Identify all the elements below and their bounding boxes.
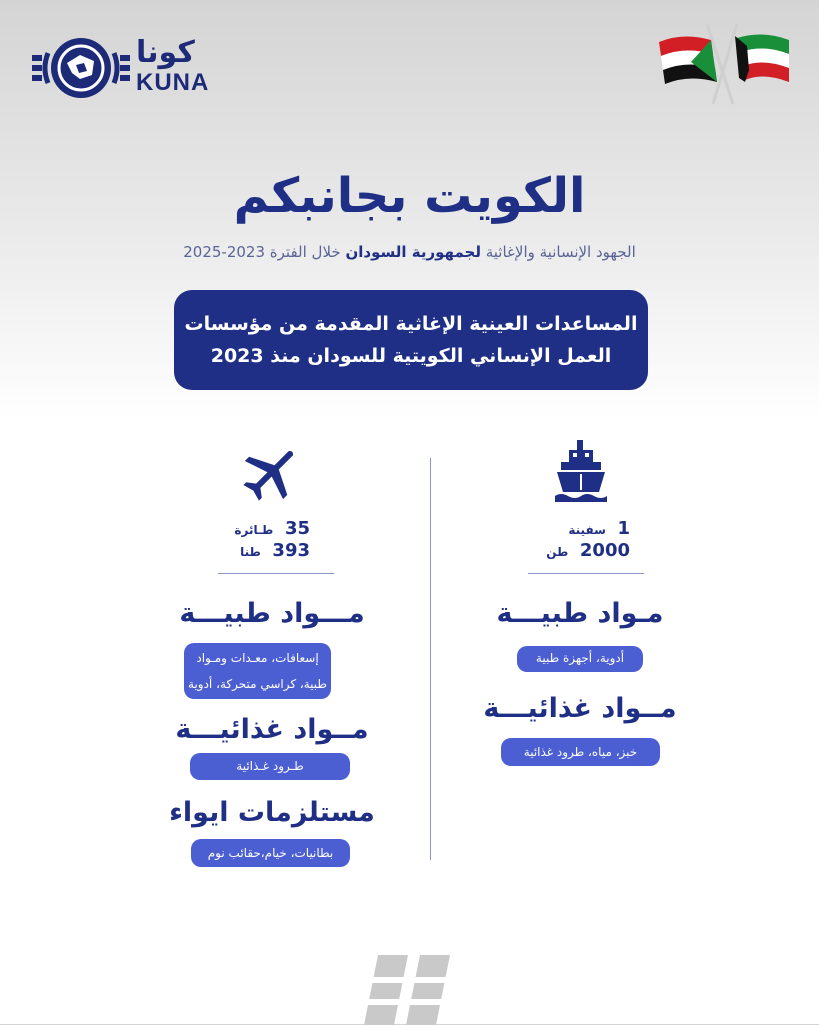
ship-medical-items-line: أدوية، أجهزة طبية — [535, 651, 625, 665]
plane-stat-separator — [218, 573, 334, 574]
ship-tonnage-value: 2000 — [579, 540, 630, 561]
banner-line-1: المساعدات العينية الإغاثية المقدمة من مؤسسات — [184, 313, 638, 335]
airplane-icon — [240, 443, 302, 503]
banner-line-2: العمل الإنساني الكويتية للسودان منذ 2023 — [210, 345, 612, 367]
sudan-kuwait-flags-icon — [655, 18, 795, 108]
ship-food-items — [501, 738, 660, 766]
page-subtitle — [0, 243, 819, 261]
ship-count-value: 1 — [617, 518, 630, 539]
plane-count-value: 35 — [284, 518, 310, 539]
ship-stat-tonnage — [530, 540, 630, 561]
ship-icon — [555, 440, 607, 502]
plane-tonnage-unit: طنا — [240, 545, 261, 559]
plane-category-food: مــواد غذائيـــة — [175, 714, 369, 745]
plane-stat-tonnage — [210, 540, 310, 561]
quote-mark-icon — [360, 955, 460, 1025]
column-divider — [430, 458, 431, 860]
subtitle-suffix: خلال الفترة 2023-2025 — [183, 243, 341, 261]
ship-food-items-line: خبز، مياه، طرود غذائية — [523, 745, 638, 759]
subtitle-prefix: الجهود الإنسانية والإغاثية — [485, 243, 636, 261]
ship-stat-count — [530, 518, 630, 539]
plane-category-shelter: مستلزمات ايواء — [169, 797, 375, 828]
plane-shelter-items — [191, 839, 350, 867]
kuna-emblem-icon — [32, 33, 132, 103]
subtitle-bold: لجمهورية السودان — [345, 243, 481, 261]
ship-category-food: مــواد غذائيـــة — [483, 693, 677, 724]
ship-tonnage-unit: طن — [546, 545, 569, 559]
summary-banner — [174, 290, 648, 390]
plane-food-items-line: طـرود غـذائية — [236, 759, 304, 773]
logo-latin-text: KUNA — [136, 69, 210, 96]
logo-arabic-text: كونا — [136, 35, 195, 70]
plane-medical-items-line-1: إسعافات، معـدات ومـواد — [196, 651, 319, 665]
plane-medical-items — [184, 643, 331, 699]
page-title: الكويت بجانبكم — [233, 168, 586, 224]
ship-count-unit: سفينة — [568, 523, 606, 537]
ship-stat-separator — [528, 573, 644, 574]
plane-stat-count — [210, 518, 310, 539]
plane-category-medical: مـــواد طبيـــة — [179, 598, 365, 629]
ship-category-medical: مـواد طبيـــة — [496, 598, 664, 629]
plane-count-unit: طـائرة — [234, 523, 274, 537]
plane-food-items — [190, 753, 350, 780]
plane-tonnage-value: 393 — [272, 540, 310, 561]
kuna-logo — [32, 33, 212, 103]
ship-medical-items — [517, 646, 643, 672]
plane-medical-items-line-2: طبية، كراسي متحركة، أدوية — [188, 677, 327, 691]
plane-shelter-items-line: بطانيات، خيام،حقائب نوم — [207, 846, 334, 860]
